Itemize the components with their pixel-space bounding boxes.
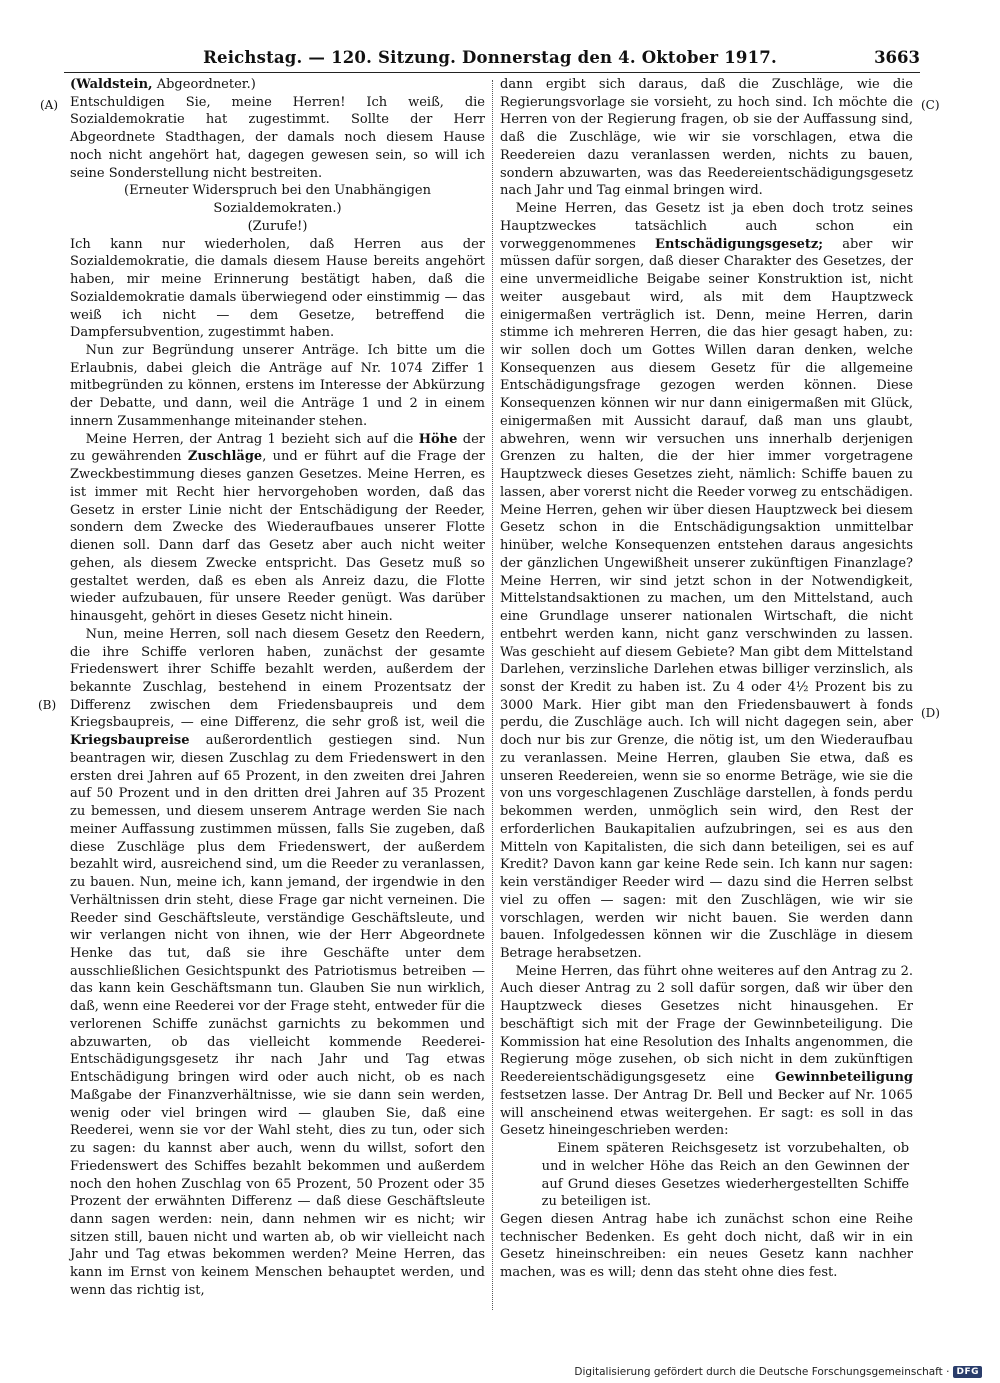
emphasis: Entschädigungsgesetz; [655, 236, 824, 252]
text-run: Meine Herren, das Gesetz ist ja eben doch trotz seines Hauptzweckes tatsächlich auch schon ein vorweggenommenes [500, 201, 913, 252]
page-number: 3663 [874, 48, 920, 67]
paragraph: Ich kann nur wiederholen, daß Herren aus der Sozialdemokratie, die damals diesem Hause bereits angehört haben, mir meine Erinnerung bestätigt haben, daß die Sozialdemokratie damals überwiegend oder einstimmig — das weiß ich nicht — dem Gesetze, betreffend die Dampfersubvention, zugestimmt haben. [70, 236, 485, 341]
page-header [60, 48, 920, 70]
margin-label-b: (B) [38, 698, 57, 712]
emphasis: Kriegsbaupreise [70, 733, 190, 749]
text-run: aber wir müssen dafür sorgen, daß dieser Charakter des Gesetzes, der eine unvermeidliche Beigabe seiner Konstruktion ist, nicht weiter ausgebaut wird, als mit dem Hauptzweck einigermaßen verträglich ist. Denn, meine Herren, darin stimme ich mehreren Herren, die das hier gesagt haben, zu: wir sollen doch um Gottes Willen daran denken, welche Konsequenzen aus diesem Gesetz für die allgemeine Entschädigungsfrage gezogen werden können. Diese Konsequenzen können wir nur dann einigermaßen mit Glück, einigermaßen mit Aussicht darauf, daß man uns glaubt, abwehren, wenn wir versuchen uns innerhalb derjenigen Grenzen zu halten, die der hier immer vorgetragene Hauptzweck dieses Gesetzes zieht, nämlich: Schiffe bauen zu lassen, aber vorerst nicht die Reeder vorweg zu entschädigen. Meine Herren, gehen wir über diesen Hauptzweck bei diesem Gesetz schon in die Entschädigungsaktion unmittelbar hinüber, welche Konsequenzen entstehen daraus angesichts der gänzlichen Ungewißheit unserer zukünftigen Finanzlage? Meine Herren, wir sind jetzt schon in der Notwendigkeit, Mittelstandsaktionen zu machen, um den Mittelstand, auch eine Grundlage unserer nationalen Wirtschaft, die nicht entbehrt werden kann, nicht ganz verschwinden zu lassen. Was geschieht auf diesem Gebiete? Man gibt dem Mittelstand Darlehen, verzinsliche Darlehen etwas billiger verzinslich, als sonst der Kredit zu haben ist. Zu 4 oder 4½ Prozent bis zu 3000 Mark. Hier gibt man den Friedensbauwert à fonds perdu, die Zuschläge auch. Ich will nicht dagegen sein, aber doch nur bis zur Grenze, die nötig ist, um den Wiederaufbau zu veranlassen. Meine Herren, glauben Sie etwa, daß es unseren Reedereien, wenn sie so enorme Beträge, wie sie die von uns vorgeschlagenen Zuschläge darstellen, à fonds perdu bekommen werden, unmöglich sein wird, den Rest der erforderlichen Baukapitalien aufzubringen, sei es aus den Mitteln von Kapitalisten, die sich dann beteiligen, sei es auf Kredit? Davon kann gar keine Rede sein. Ich kann nur sagen: kein verständiger Reeder wird — dazu sind die Herren selbst viel zu offen — sagen: mit den Zuschlägen, wie wir sie vorschlagen, werden wir nicht bauen. Sie werden dann bauen. Infolgedessen können wir die Zuschläge in diesem Betrage herabsetzen. [500, 236, 913, 961]
text-run: festsetzen lasse. Der Antrag Dr. Bell und Becker auf Nr. 1065 will anscheinend etwas weitergehen. Er sagt: es soll in das Gesetz hineingeschrieben werden: [500, 1087, 913, 1139]
emphasis: Höhe [418, 431, 458, 447]
paragraph: Gegen diesen Antrag habe ich zunächst schon eine Reihe technischer Bedenken. Es geht doch nicht, daß wir in ein Gesetz hineinschreiben: ein neues Gesetz kann nachher machen, was es will; denn das steht ohne dies fest. [500, 1212, 913, 1281]
margin-label-a: (A) [40, 98, 59, 112]
text-run: Nun, meine Herren, soll nach diesem Gesetz den Reedern, die ihre Schiffe verloren haben, zunächst der gesamte Friedenswert ihrer Schiffe bezahlt werden, außerdem der bekannte Zuschlag, bestehend in einem Prozentsatz der Differenz zwischen dem Friedensbaupreis und dem Kriegsbaupreis, — eine Differenz, die sehr groß ist, weil die [70, 626, 485, 731]
paragraph [500, 200, 913, 963]
paragraph [70, 431, 485, 626]
speaker-line [70, 76, 485, 94]
text-run: außerordentlich gestiegen sind. Nun beantragen wir, diesen Zuschlag zu dem Friedenswert in den ersten drei Jahren auf 65 Prozent, in den zweiten drei Jahren auf 50 Prozent und in den dritten drei Jahren auf 35 Prozent zu bemessen, und diesem unserem Antrage werden Sie nach meiner Auffassung zustimmen müssen, falls Sie zugeben, daß diese Zuschläge plus dem Friedenswert, der außerdem bezahlt wird, ausreichend sind, um die Reeder zu veranlassen, zu bauen. Nun, meine ich, kann jemand, der irgendwie in den Verhältnissen drin steht, diese Frage gar nicht verneinen. Die Reeder sind Geschäftsleute, verständige Geschäftsleute, und wir verlangen nicht von ihnen, wie der Herr Abgeordnete Henke das tut, daß sie ihre Geschäfte unter dem ausschließlichen Gesichtspunkt des Patriotismus betreiben — das kann kein Geschäftsmann tun. Glauben Sie nun wirklich, daß, wenn eine Reederei vor der Frage steht, entweder für die verlorenen Schiffe zunächst garnichts zu bekommen und abzuwarten, ob das vielleicht kommende Reederei-Entschädigungsgesetz ihr nach Jahr und Tag etwas Entschädigung bringen wird oder auch nicht, ob es nach Maßgabe der Finanzverhältnisse, wie sie dann sein werden, wenig oder viel bringen wird — glauben Sie, daß eine Reederei, wenn sie vor der Wahl steht, dies zu tun, oder sich zu sagen: du kannst aber auch, wenn du willst, sofort den Friedenswert des Schiffes bezahlt bekommen und außerdem noch den hohen Zuschlag von 65 Prozent, 50 Prozent oder 35 Prozent der erwähnten Differenz — daß diese Geschäftsleute dann sagen werden: nein, dann nehmen wir es nicht; wir sitzen still, bauen nicht und warten ab, ob wir vielleicht nach Jahr und Tag etwas bekommen werden? Meine Herren, das kann im Ernst von keinem Menschen behauptet werden, und wenn das richtig ist, [70, 733, 485, 1298]
quoted-motion: Einem späteren Reichsgesetz ist vorzubehalten, ob und in welcher Höhe das Reich an den Gewinnen der auf Grund dieses Gesetzes wiederhergestellten Schiffe zu beteiligen ist. [541, 1141, 910, 1210]
text-run: Meine Herren, der Antrag 1 bezieht sich auf die [85, 431, 419, 447]
interjection: (Zurufe!) [247, 218, 308, 234]
paragraph: Nun zur Begründung unserer Anträge. Ich bitte um die Erlaubnis, dabei gleich die Anträge auf Nr. 1074 Ziffer 1 mitbegründen zu können, erstens im Interesse der Abkürzung der Debatte, und dann, weil die Anträge 1 und 2 in einem innern Zusammenhange miteinander stehen. [70, 343, 485, 429]
header-rule [64, 72, 920, 73]
emphasis: Gewinnbeteiligung [775, 1070, 913, 1086]
paragraph [500, 963, 913, 1140]
text-run: , und er führt auf die Frage der Zweckbestimmung dieses ganzen Gesetzes. Meine Herren, es ist immer mit Recht hier hervorgehoben worden, daß das Gesetz in erster Linie nicht der Entschädigung der Reeder, sondern dem Zwecke des Wiederaufbaues unserer Flotte dienen soll. Dann darf das Gesetz aber auch nicht weiter gehen, als diesem Zwecke entspricht. Das Gesetz muß so gestaltet werden, daß es eben als Anreiz dazu, die Flotte wieder aufzubauen, für unsere Reeder genügt. Was darüber hinausgeht, gehört in dieses Gesetz nicht hinein. [70, 449, 486, 625]
dfg-logo-icon: DFG [953, 1366, 982, 1378]
margin-label-c: (C) [921, 98, 940, 112]
text-run: Meine Herren, das führt ohne weiteres auf den Antrag zu 2. Auch dieser Antrag zu 2 soll dafür sorgen, daß wir über den Hauptzweck dieses Gesetzes nicht hinausgehen. Er beschäftigt sich mit der Frage der Gewinnbeteiligung. Die Kommission hat eine Resolution des Inhalts angenommen, die Regierung möge zusehen, ob sich nicht in dem zukünftigen Reedereientschädigungsgesetz eine [500, 963, 913, 1086]
paragraph: dann ergibt sich daraus, daß die Zuschläge, wie die Regierungsvorlage sie vorsieht, zu hoch sind. Ich möchte die Herren von der Regierung fragen, ob sie der Auffassung sind, daß die Zuschläge, wie wir sie vorschlagen, etwa die Reedereien dazu veranlassen werden, nichts zu bauen, sondern abzuwarten, was das Reedereientschädigungsgesetz nach Jahr und Tag einmal bringen wird. [500, 77, 913, 199]
column-separator [492, 80, 493, 1310]
paragraph: Entschuldigen Sie, meine Herren! Ich weiß, die Sozialdemokratie hat zugestimmt. Sollte der Herr Abgeordnete Stadthagen, der damals noch diesem Hause noch nicht angehört hat, dagegen gewesen sein, so will ich seine Sonderstellung nicht bestreiten. [70, 94, 485, 181]
header-title: Reichstag. — 120. Sitzung. Donnerstag den 4. Oktober 1917. [203, 48, 777, 67]
margin-label-d: (D) [921, 706, 940, 720]
speaker-role: Abgeordneter.) [152, 77, 256, 92]
right-column [500, 76, 913, 1282]
left-column [70, 76, 485, 1300]
footer-text: Digitalisierung gefördert durch die Deutsche Forschungsgemeinschaft · [574, 1366, 950, 1378]
footer [574, 1366, 982, 1378]
text-run: der zu gewährenden [70, 431, 485, 465]
emphasis: Zuschläge [187, 449, 263, 465]
paragraph [70, 626, 485, 1300]
speaker-name: (Waldstein, [70, 77, 153, 92]
interjection: (Erneuter Widerspruch bei den Unabhängigen Sozialdemokraten.) [124, 183, 431, 217]
